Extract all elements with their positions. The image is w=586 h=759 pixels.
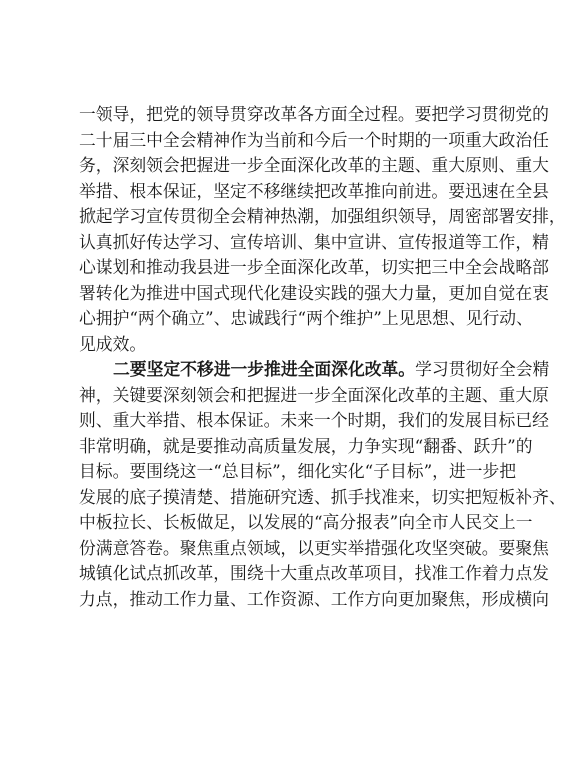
- text-line: 份满意答卷。聚焦重点领域，以更实举措强化攻坚突破。要聚焦: [79, 537, 549, 558]
- paragraph-lead-heading: 二要坚定不移进一步推进全面深化改革。: [113, 359, 416, 379]
- text-line: 目标。要围绕这一“总目标”，细化实化“子目标”，进一步把: [79, 461, 517, 481]
- text-line: 举措、根本保证，坚定不移继续把改革推向前进。要迅速在全县: [79, 180, 549, 201]
- text-line: 则、重大举措、根本保证。未来一个时期，我们的发展目标已经: [79, 410, 549, 430]
- text-line: 认真抓好传达学习、宣传培训、集中宣讲、宣传报道等工作，精: [79, 231, 549, 252]
- text-line: 二十届三中全会精神作为当前和今后一个时期的一项重大政治任: [79, 129, 549, 150]
- text-line: 力点，推动工作力量、工作资源、工作方向更加聚焦，形成横向: [79, 588, 549, 609]
- text-line: 神，关键要深刻领会和把握进一步全面深化改革的主题、重大原: [79, 384, 549, 405]
- text-line: 中板拉长、长板做足，以发展的“高分报表”向全市人民交上一: [79, 512, 533, 532]
- text-line: 发展的底子摸清楚、措施研究透、抓手找准来，切实把短板补齐、: [79, 486, 566, 507]
- text-line: 城镇化试点抓改革，围绕十大重点改革项目，找准工作着力点发: [79, 563, 549, 583]
- text-line: 心谋划和推动我县进一步全面深化改革，切实把三中全会战略部: [79, 257, 549, 277]
- text-line: 署转化为推进中国式现代化建设实践的强大力量，更加自觉在衷: [79, 282, 549, 303]
- paragraph-2: [79, 357, 566, 612]
- text-line: 掀起学习宣传贯彻全会精神热潮，加强组织领导，周密部署安排，: [79, 206, 566, 226]
- document-body: [79, 102, 566, 612]
- text-line: 心拥护“两个确立”、忠诚践行“两个维护”上见思想、见行动、: [79, 308, 533, 328]
- text-line: 非常明确，就是要推动高质量发展，力争实现“翻番、跃升”的: [79, 435, 533, 456]
- paragraph-first-line: [79, 357, 550, 383]
- paragraph-1: [79, 102, 566, 357]
- paragraph-first-line-rest: 学习贯彻好全会精: [415, 359, 550, 379]
- text-line: 务，深刻领会把握进一步全面深化改革的主题、重大原则、重大: [79, 155, 549, 175]
- text-line: 一领导，把党的领导贯穿改革各方面全过程。要把学习贯彻党的: [79, 104, 549, 124]
- text-line: 见成效。: [79, 333, 147, 354]
